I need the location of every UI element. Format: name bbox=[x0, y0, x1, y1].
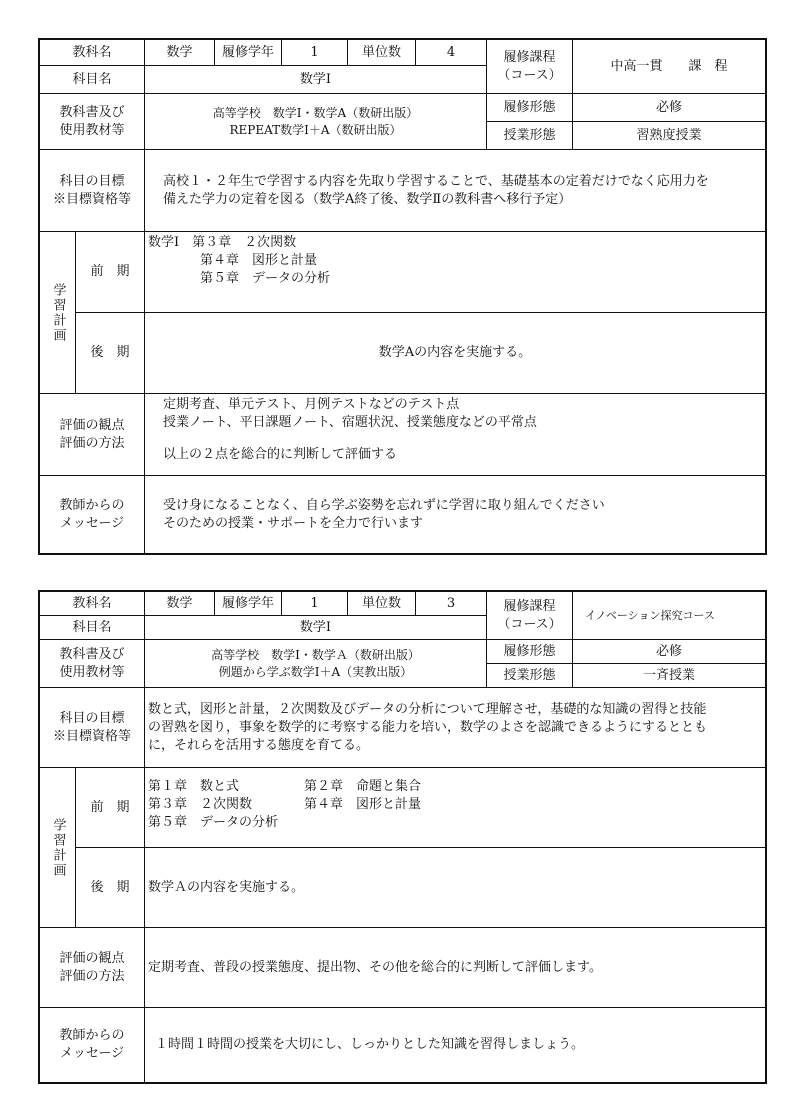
second-term-label: 後 期 bbox=[76, 848, 145, 928]
plan-label bbox=[40, 768, 76, 928]
eval-label bbox=[40, 928, 145, 1008]
course-label-main: 履修課程 bbox=[503, 598, 556, 614]
goal-line: 数と式，図形と計量，２次関数及びデータの分析について理解させ，基礎的な知識の習得と技能 bbox=[148, 701, 707, 717]
textbook-label-line: 使用教材等 bbox=[59, 664, 125, 680]
textbook-label-line: 教科書及び bbox=[59, 646, 125, 662]
first-term-line: 第５章 データの分析 bbox=[148, 815, 279, 830]
course-label bbox=[487, 592, 573, 640]
class-form-value: 習熟度授業 bbox=[573, 122, 765, 150]
goal-text bbox=[145, 688, 765, 768]
study-form-value: 必修 bbox=[573, 640, 765, 664]
course-label bbox=[487, 40, 573, 94]
textbook-label bbox=[40, 640, 145, 688]
first-term-line: 第３章 ２次関数 第４章 図形と計量 bbox=[148, 797, 422, 812]
course-label-sub: （コース） bbox=[497, 67, 562, 83]
course-value: イノベーション探究コース bbox=[573, 592, 765, 640]
first-term-line: 数学Ⅰ 第３章 ２次関数 bbox=[148, 235, 297, 250]
eval-content bbox=[145, 394, 765, 476]
grade-value: 1 bbox=[282, 40, 348, 66]
first-term-line: 第５章 データの分析 bbox=[148, 271, 331, 286]
message-line: 受け身になることなく、自ら学ぶ姿勢を忘れずに学習に取り組んでください bbox=[163, 497, 605, 513]
eval-line: 授業ノート、平日課題ノート、宿題状況、授業態度などの平常点 bbox=[163, 415, 537, 430]
course-name-value: 数学Ⅰ bbox=[145, 66, 487, 94]
course-label-sub: （コース） bbox=[497, 616, 562, 632]
first-term-line: 第１章 数と式 第２章 命題と集合 bbox=[148, 779, 422, 794]
message-content bbox=[145, 476, 765, 553]
credits-value: 3 bbox=[416, 592, 487, 616]
eval-label-line: 評価の観点 bbox=[59, 417, 125, 433]
goal-line: の習熟を図り，事象を数学的に考察する能力を培い，数学のよさを認識できるようにするととも bbox=[148, 719, 708, 735]
credits-label: 単位数 bbox=[348, 40, 416, 66]
course-name-value: 数学Ⅰ bbox=[145, 616, 487, 640]
textbook-label-line: 教科書及び bbox=[59, 104, 125, 120]
study-form-label: 履修形態 bbox=[487, 94, 573, 122]
eval-label bbox=[40, 394, 145, 476]
grade-value: 1 bbox=[282, 592, 348, 616]
eval-label-line: 評価の方法 bbox=[59, 435, 125, 451]
goal-text bbox=[145, 150, 765, 232]
class-form-label: 授業形態 bbox=[487, 122, 573, 150]
subject-value: 数学 bbox=[145, 592, 215, 616]
goal-line: 高校１・２年生で学習する内容を先取り学習することで、基礎基本の定着だけでなく応用力を bbox=[163, 173, 709, 189]
message-label bbox=[40, 476, 145, 553]
eval-label-line: 評価の方法 bbox=[59, 968, 125, 984]
first-term-line: 第４章 図形と計量 bbox=[148, 253, 318, 268]
first-term-content bbox=[145, 768, 765, 848]
first-term-label: 前 期 bbox=[76, 768, 145, 848]
course-name-label: 科目名 bbox=[40, 66, 145, 94]
grade-label: 履修学年 bbox=[215, 40, 282, 66]
credits-label: 単位数 bbox=[348, 592, 416, 616]
message-label-line: メッセージ bbox=[59, 515, 125, 531]
goal-line: 備えた学力の定着を図る（数学A終了後、数学Ⅱの教科書へ移行予定） bbox=[163, 191, 572, 207]
first-term-label: 前 期 bbox=[76, 232, 145, 313]
course-value: 中高一貫 課 程 bbox=[573, 40, 765, 94]
study-form-value: 必修 bbox=[573, 94, 765, 122]
subject-value: 数学 bbox=[145, 40, 215, 66]
textbook-line: 高等学校 数学Ⅰ・数学A（数研出版） bbox=[212, 105, 419, 120]
plan-label-text: 学習計画 bbox=[50, 282, 66, 343]
textbook-value bbox=[145, 640, 487, 688]
course-name-label: 科目名 bbox=[40, 616, 145, 640]
syllabus-sheet-1 bbox=[38, 38, 767, 555]
goal-label-line: ※目標資格等 bbox=[52, 728, 131, 744]
textbook-label bbox=[40, 94, 145, 150]
goal-label-line: 科目の目標 bbox=[59, 710, 125, 726]
goal-label-line: 科目の目標 bbox=[59, 173, 125, 189]
class-form-value: 一斉授業 bbox=[573, 664, 765, 688]
goal-label bbox=[40, 150, 145, 232]
message-line: そのための授業・サポートを全力で行います bbox=[163, 515, 424, 531]
syllabus-sheet-2 bbox=[38, 590, 767, 1084]
first-term-content bbox=[145, 232, 765, 313]
goal-label bbox=[40, 688, 145, 768]
subject-label: 教科名 bbox=[40, 40, 145, 66]
goal-label-line: ※目標資格等 bbox=[52, 191, 131, 207]
subject-label: 教科名 bbox=[40, 592, 145, 616]
textbook-value bbox=[145, 94, 487, 150]
textbook-line: 例題から学ぶ数学Ⅰ＋A（実教出版） bbox=[218, 664, 413, 679]
course-label-main: 履修課程 bbox=[503, 49, 556, 65]
eval-summary-line: 以上の２点を総合的に判断して評価する bbox=[163, 447, 398, 462]
goal-line: に，それらを活用する態度を育てる。 bbox=[148, 737, 370, 753]
textbook-line: 高等学校 数学Ⅰ・数学Ａ（数研出版） bbox=[211, 647, 420, 662]
second-term-content: 数学Ａの内容を実施する。 bbox=[145, 848, 765, 928]
eval-line: 定期考査、単元テスト、月例テストなどのテスト点 bbox=[163, 397, 460, 412]
textbook-line: REPEAT数学Ⅰ＋A（数研出版） bbox=[229, 122, 402, 137]
second-term-label: 後 期 bbox=[76, 313, 145, 394]
plan-label-text: 学習計画 bbox=[50, 817, 66, 878]
class-form-label: 授業形態 bbox=[487, 664, 573, 688]
message-label bbox=[40, 1008, 145, 1082]
message-label-line: 教師からの bbox=[59, 1028, 125, 1043]
message-label-line: メッセージ bbox=[59, 1046, 125, 1061]
message-content: １時間１時間の授業を大切にし、しっかりとした知識を習得しましょう。 bbox=[155, 1037, 585, 1052]
credits-value: 4 bbox=[416, 40, 487, 66]
message-label-line: 教師からの bbox=[59, 497, 125, 513]
study-form-label: 履修形態 bbox=[487, 640, 573, 664]
plan-label bbox=[40, 232, 76, 394]
eval-label-line: 評価の観点 bbox=[59, 950, 125, 966]
second-term-content: 数学Aの内容を実施する。 bbox=[145, 313, 765, 394]
eval-content: 定期考査、普段の授業態度、提出物、その他を総合的に判断して評価します。 bbox=[145, 928, 765, 1008]
textbook-label-line: 使用教材等 bbox=[59, 122, 125, 138]
grade-label: 履修学年 bbox=[215, 592, 282, 616]
